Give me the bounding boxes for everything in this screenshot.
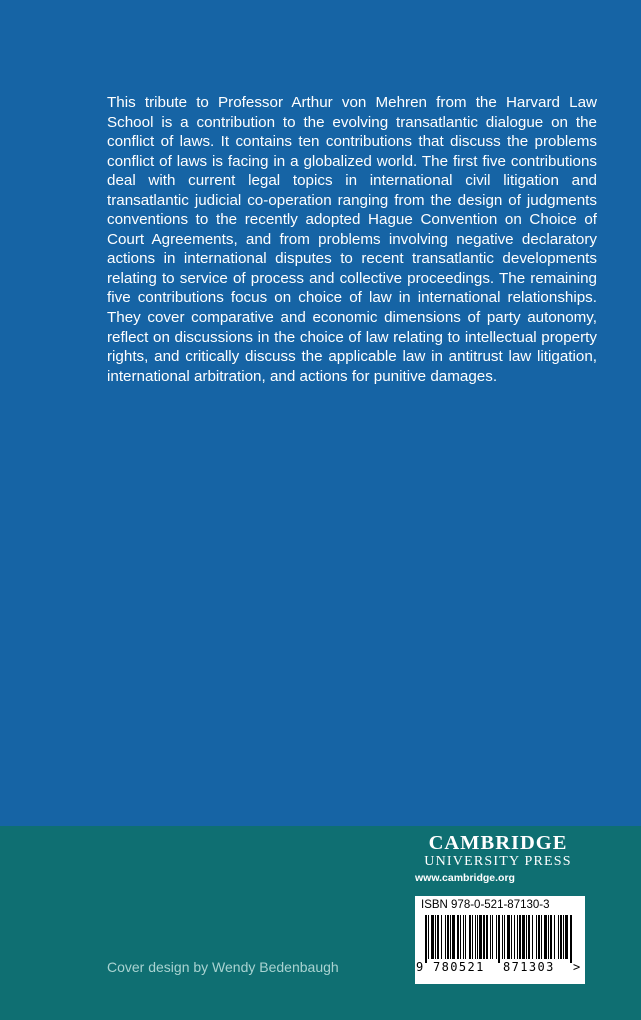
cover-credit: Cover design by Wendy Bedenbaugh: [107, 959, 339, 975]
publisher-press: UNIVERSITY PRESS: [424, 854, 572, 869]
blurb-text: This tribute to Professor Arthur von Mehren from the Harvard Law School is a contribution to the evolving transatlantic dialogue on the conflict of laws. It contains ten contributions that discuss the problems conflict of laws is facing in a globalized world. The first five contributions deal with current legal topics in international civil litigation and transatlantic judicial co-operation ranging from the design of judgments conventions to the recently adopted Hague Convention on Choice of Court Agreements, and from problems involving negative declaratory actions in international disputes to recent transatlantic developments relating to service of process and collective proceedings. The remaining five contributions focus on choice of law in international relationships. They cover comparative and economic dimensions of party autonomy, reflect on discussions in the choice of law relating to intellectual property rights, and critically discuss the applicable law in antitrust law litigation, international arbitration, and actions for punitive damages.: [107, 94, 597, 385]
barcode-bars-icon: [425, 915, 575, 965]
ean-quiet-mark: >: [573, 960, 581, 974]
ean-right-digits: 871303: [503, 960, 555, 974]
barcode: [415, 896, 585, 984]
ean-first-digit: 9: [416, 960, 424, 974]
publisher-logo: [413, 832, 583, 886]
publisher-name: CAMBRIDGE: [428, 832, 568, 854]
publisher-url: www.cambridge.org: [415, 872, 515, 884]
isbn-label: ISBN 978-0-521-87130-3: [421, 899, 550, 911]
ean-left-digits: 780521: [433, 960, 485, 974]
